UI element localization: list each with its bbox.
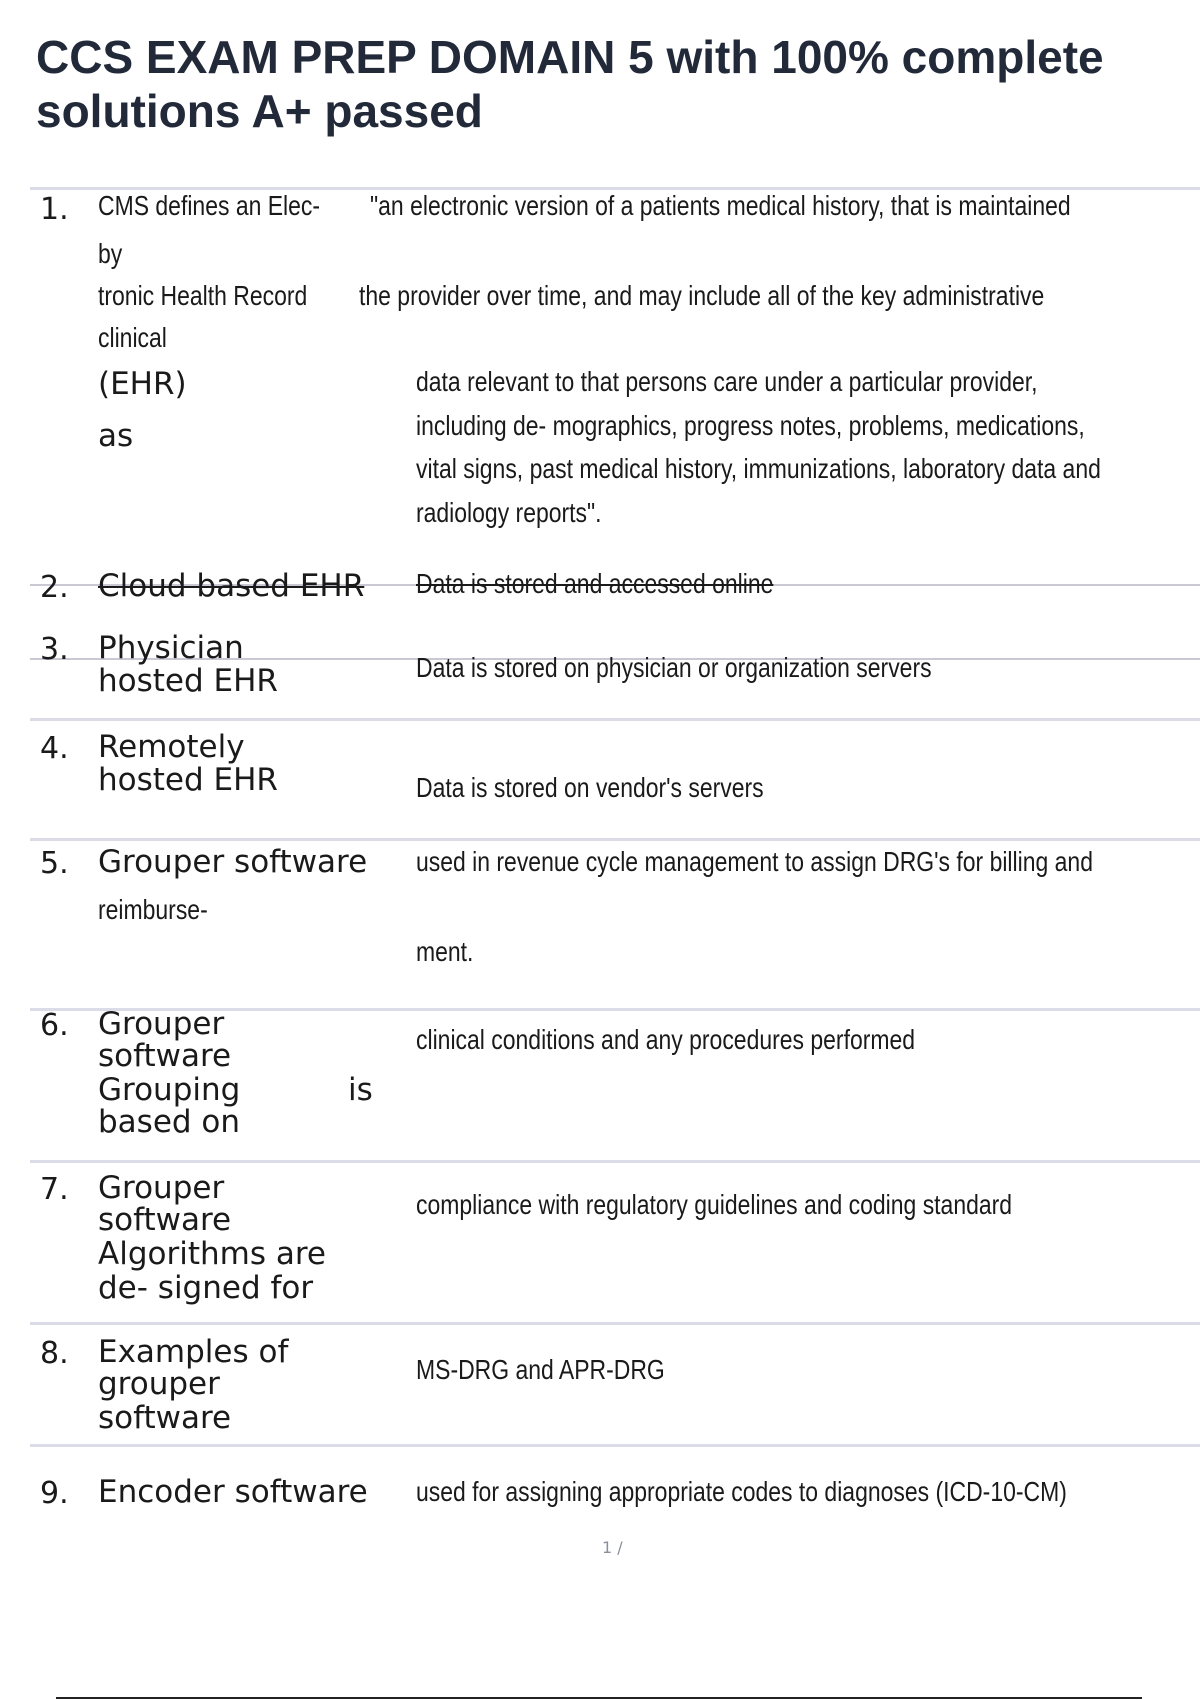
item-number: 1.	[40, 192, 69, 227]
item-answer: "an electronic version of a patients medical history, that is maintained	[370, 190, 1071, 221]
item-answer: used in revenue cycle management to assign DRG's for billing and	[416, 846, 1093, 877]
page-title: CCS EXAM PREP DOMAIN 5 with 100% complete solutions A+ passed	[36, 31, 1104, 137]
divider	[30, 838, 1200, 841]
item-term: based on	[98, 1104, 241, 1140]
item-term: de- signed for	[98, 1270, 314, 1306]
item-answer: radiology reports".	[416, 497, 602, 528]
item-answer: data relevant to that persons care under a particular provider,	[416, 366, 1038, 397]
item-term: Grouper software	[98, 844, 368, 880]
item-number: 8.	[40, 1336, 69, 1371]
item-answer: MS-DRG and APR-DRG	[416, 1354, 665, 1385]
divider	[30, 1160, 1200, 1163]
item-term: Grouper	[98, 1170, 225, 1206]
page-number: 1 /	[602, 1538, 623, 1557]
item-term: Algorithms are	[98, 1236, 326, 1272]
item-answer: clinical conditions and any procedures performed	[416, 1024, 916, 1055]
item-term: software	[98, 1400, 232, 1436]
item-number: 2.	[40, 570, 69, 605]
item-term: tronic Health Record	[98, 280, 308, 311]
item-answer: vital signs, past medical history, immunizations, laboratory data and	[416, 453, 1101, 484]
item-term: Cloud based EHR	[98, 568, 365, 604]
item-term: grouper	[98, 1366, 220, 1402]
item-number: 6.	[40, 1008, 69, 1043]
item-term: Physician	[98, 630, 244, 666]
item-number: 9.	[40, 1476, 69, 1511]
item-answer: Data is stored on vendor's servers	[416, 772, 764, 803]
item-number: 7.	[40, 1172, 69, 1207]
item-answer: by	[98, 238, 123, 269]
item-number: 5.	[40, 846, 69, 881]
item-answer: ment.	[416, 936, 474, 967]
item-answer: including de- mographics, progress notes, problems, medications,	[416, 410, 1085, 441]
footer-divider	[56, 1697, 1142, 1699]
item-answer: Data is stored on physician or organization servers	[416, 652, 932, 683]
divider	[30, 1322, 1200, 1325]
item-answer: used for assigning appropriate codes to diagnoses (ICD-10-CM)	[416, 1476, 1067, 1507]
divider	[30, 718, 1200, 721]
item-term: as	[98, 418, 134, 454]
item-term: Grouping	[98, 1072, 241, 1108]
item-term: (EHR)	[98, 366, 187, 402]
item-term: CMS defines an Elec-	[98, 190, 321, 221]
item-term: hosted EHR	[98, 762, 278, 798]
item-number: 4.	[40, 731, 69, 766]
item-term: reimburse-	[98, 894, 208, 925]
item-term: Encoder software	[98, 1474, 368, 1510]
item-answer: clinical	[98, 322, 167, 353]
item-term: Examples of	[98, 1334, 289, 1370]
item-term: Grouper	[98, 1006, 225, 1042]
item-term: software	[98, 1202, 232, 1238]
item-answer: the provider over time, and may include all of the key administrative	[359, 280, 1045, 311]
item-answer: Data is stored and accessed online	[416, 568, 774, 599]
item-term: software	[98, 1038, 232, 1074]
divider	[30, 1444, 1200, 1447]
item-number: 3.	[40, 632, 69, 667]
item-term: is	[348, 1072, 373, 1108]
item-term: hosted EHR	[98, 663, 278, 699]
item-answer: compliance with regulatory guidelines and coding standard	[416, 1189, 1013, 1220]
item-term: Remotely	[98, 729, 245, 765]
